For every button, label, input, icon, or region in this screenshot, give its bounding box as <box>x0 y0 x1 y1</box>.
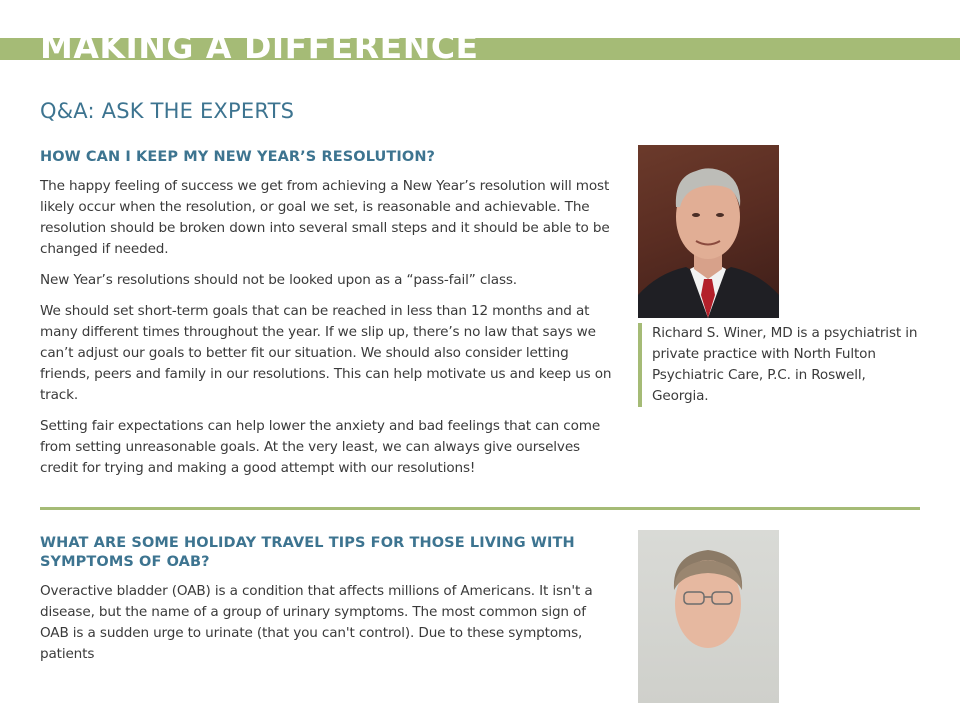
qa-answer-column <box>40 148 618 489</box>
banner-title: MAKING A DIFFERENCE <box>40 27 479 66</box>
page-title: Q&A: ASK THE EXPERTS <box>40 99 295 123</box>
expert-column <box>638 534 920 703</box>
expert-portrait-illustration <box>638 145 779 318</box>
answer-paragraph: New Year’s resolutions should not be looked upon as a “pass-fail” class. <box>40 272 517 288</box>
qa-question: WHAT ARE SOME HOLIDAY TRAVEL TIPS FOR THOSE LIVING WITH SYMPTOMS OF OAB? <box>40 535 575 570</box>
section-banner <box>0 27 960 66</box>
answer-paragraph: Overactive bladder (OAB) is a condition that affects millions of Americans. It isn't a disease, but the name of a group of urinary symptoms. The most common sign of OAB is a sudden urge to urinate (that you can't control). Due to these symptoms, patients <box>40 583 593 662</box>
section-divider <box>40 507 920 510</box>
expert-column <box>638 148 920 407</box>
answer-paragraph: The happy feeling of success we get from achieving a New Year’s resolution will most likely occur when the resolution, or goal we set, is reasonable and achievable. The resolution should be broken down into several small steps and it should be able to be changed if needed. <box>40 178 610 257</box>
qa-question: HOW CAN I KEEP MY NEW YEAR’S RESOLUTION? <box>40 149 436 165</box>
qa-answer-column <box>40 534 618 675</box>
expert-portrait-illustration <box>638 530 779 703</box>
answer-paragraph: Setting fair expectations can help lower the anxiety and bad feelings that can come from setting unreasonable goals. At the very least, we can always give ourselves credit for trying and making a good attempt with our resolutions! <box>40 418 601 476</box>
answer-paragraph: We should set short-term goals that can be reached in less than 12 months and at many different times throughout the year. If we slip up, there’s no law that says we can’t adjust our goals to better fit our situation. We should also consider letting friends, peers and family in our resolutions. This can help motivate us and keep us on track. <box>40 303 612 403</box>
expert-caption: Richard S. Winer, MD is a psychiatrist in private practice with North Fulton Psychiatric Care, P.C. in Roswell, Georgia. <box>638 323 920 407</box>
expert-photo <box>638 530 779 703</box>
expert-photo <box>638 145 779 318</box>
